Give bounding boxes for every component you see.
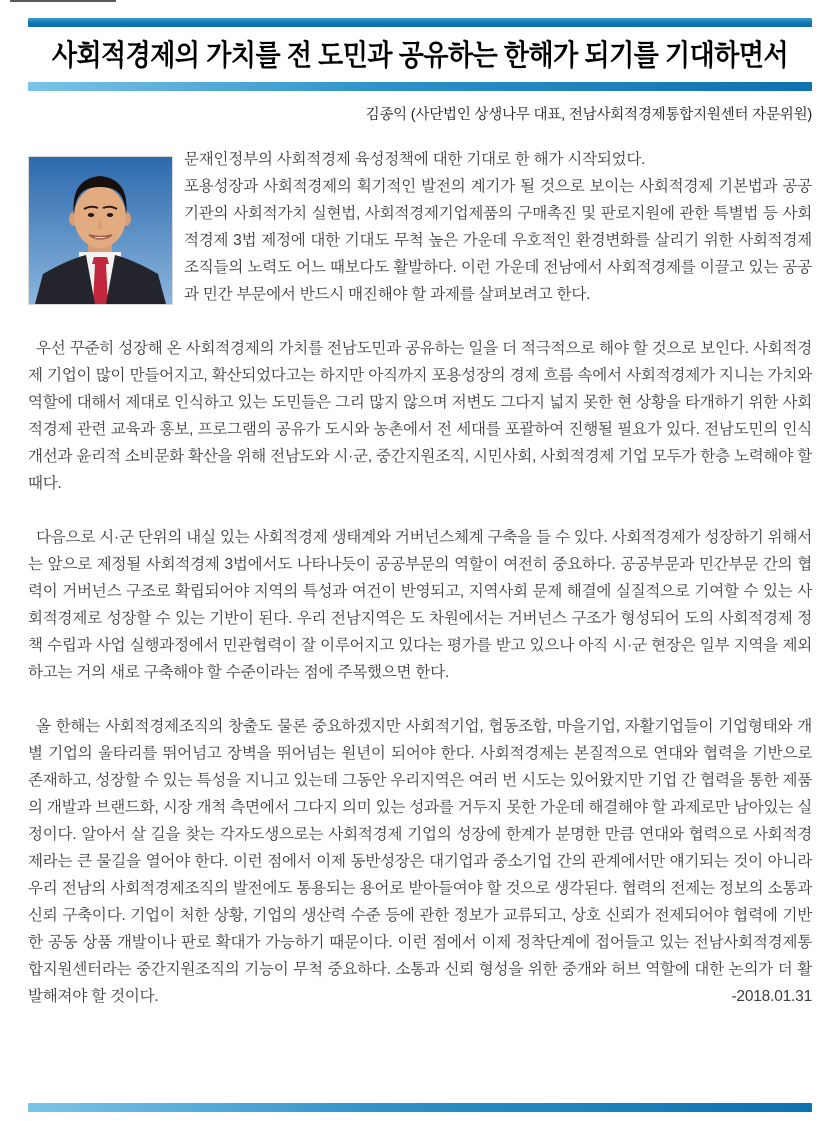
paragraph-3: 다음으로 시·군 단위의 내실 있는 사회적경제 생태계와 거버넌스체계 구축을 들 수 있다. 사회적경제가 성장하기 위해서는 앞으로 제정될 사회적경제 3법에서도 나타나듯이 공공부문의 역할이 여전히 중요하다. 공공부문과 민간부문 간의 협력이 거버넌스 구조로 확립되어야 지역의 특성과 여건이 반영되고, 지역사회 문제 해결에 실질적으로 기여할 수 있는 사회적경제로 성장할 수 있는 기반이 된다. 우리 전남지역은 도 차원에서는 거버넌스 구조가 형성되어 도의 사회적경제 정책 수립과 사업 실행과정에서 민관협력이 잘 이루어지고 있다는 평가를 받고 있으나 아직 시·군 현장은 일부 지역을 제외하고는 거의 새로 구축해야 할 수준이라는 점에 주목했으면 한다. [28,529,812,681]
paragraph-4 [28,713,812,1010]
paragraph-1: 포용성장과 사회적경제의 획기적인 발전의 계기가 될 것으로 보이는 사회적경제 기본법과 공공기관의 사회적가치 실현법, 사회적경제기업제품의 구매촉진 및 판로지원에 관한 특별법 등 사회적경제 3법 제정에 대한 기대도 무척 높은 가운데 우호적인 환경변화를 살리기 위한 사회적경제조직들의 노력도 어느 때보다도 활발하다. 이런 가운데 전남에서 사회적경제를 이끌고 있는 공공과 민간 부문에서 반드시 매진해야 할 과제를 살펴보려고 한다. [184,178,812,303]
bottom-rule [28,1103,812,1112]
lead-block [28,146,812,308]
paragraph-4-text: 올 한해는 사회적경제조직의 창출도 물론 중요하겠지만 사회적기업, 협동조합, 마을기업, 자활기업들이 기업형태와 개별 기업의 울타리를 뛰어넘고 장벽을 뛰어넘는 원년이 되어야 한다. 사회적경제는 본질적으로 연대와 협력을 기반으로 존재하고, 성장할 수 있는 특성을 지니고 있는데 그동안 우리지역은 여러 번 시도는 있어왔지만 기업 간 협력을 통한 제품의 개발과 브랜드화, 시장 개척 측면에서 그다지 의미 있는 성과를 거두지 못한 가운데 해결해야 할 과제로만 남아있는 실정이다. 알아서 살 길을 찾는 각자도생으로는 사회적경제 기업의 성장에 한계가 분명한 만큼 연대와 협력으로 사회적경제라는 큰 물길을 열어야 한다. 이런 점에서 이제 동반성장은 대기업과 중소기업 간의 관계에서만 얘기되는 것이 아니라 우리 전남의 사회적경제조직의 발전에도 통용되는 용어로 받아들여야 할 것으로 생각된다. 협력의 전제는 정보의 소통과 신뢰 구축이다. 기업이 처한 상황, 기업의 생산력 수준 등에 관한 정보가 교류되고, 상호 신뢰가 전제되어야 협력에 기반한 공동 상품 개발이나 판로 확대가 가능하기 때문이다. 이런 점에서 이제 정착단계에 접어들고 있는 전남사회적경제통합지원센터라는 중간지원조직의 기능이 무척 중요하다. 소통과 신뢰 형성을 위한 중개와 허브 역할에 대한 논의가 더 활발해져야 할 것이다. [28,718,812,1005]
title-underline-rule [28,82,812,91]
byline: 김종익 (사단법인 상생나무 대표, 전남사회적경제통합지원센터 자문위원) [365,107,812,123]
author-photo [28,156,173,305]
paragraph-2: 우선 꾸준히 성장해 온 사회적경제의 가치를 전남도민과 공유하는 일을 더 적극적으로 해야 할 것으로 보인다. 사회적경제 기업이 많이 만들어지고, 확산되었다고는 하지만 아직까지 포용성장의 경제 흐름 속에서 사회적경제가 지니는 가치와 역할에 대해서 제대로 인식하고 있는 도민들은 그리 많지 않으며 저변도 그다지 넓지 못한 현 상황을 타개하기 위한 사회적경제 관련 교육과 홍보, 프로그램의 공유가 도시와 농촌에서 전 세대를 포괄하여 진행될 필요가 있다. 전남도민의 인식개선과 윤리적 소비문화 확산을 위해 전남도와 시·군, 중간지원조직, 시민사회, 사회적경제 기업 모두가 한층 노력해야 할 때다. [28,340,812,492]
article-body [28,146,812,1010]
article-title: 사회적경제의 가치를 전 도민과 공유하는 한해가 되기를 기대하면서 [51,38,789,72]
top-edge-fragment [10,0,116,2]
paragraph-1-lead: 문재인정부의 사회적경제 육성정책에 대한 기대로 한 해가 시작되었다. [184,151,646,168]
paragraph-1-container [184,146,812,308]
article-date: -2018.01.31 [731,988,812,1005]
top-rule [28,18,812,27]
